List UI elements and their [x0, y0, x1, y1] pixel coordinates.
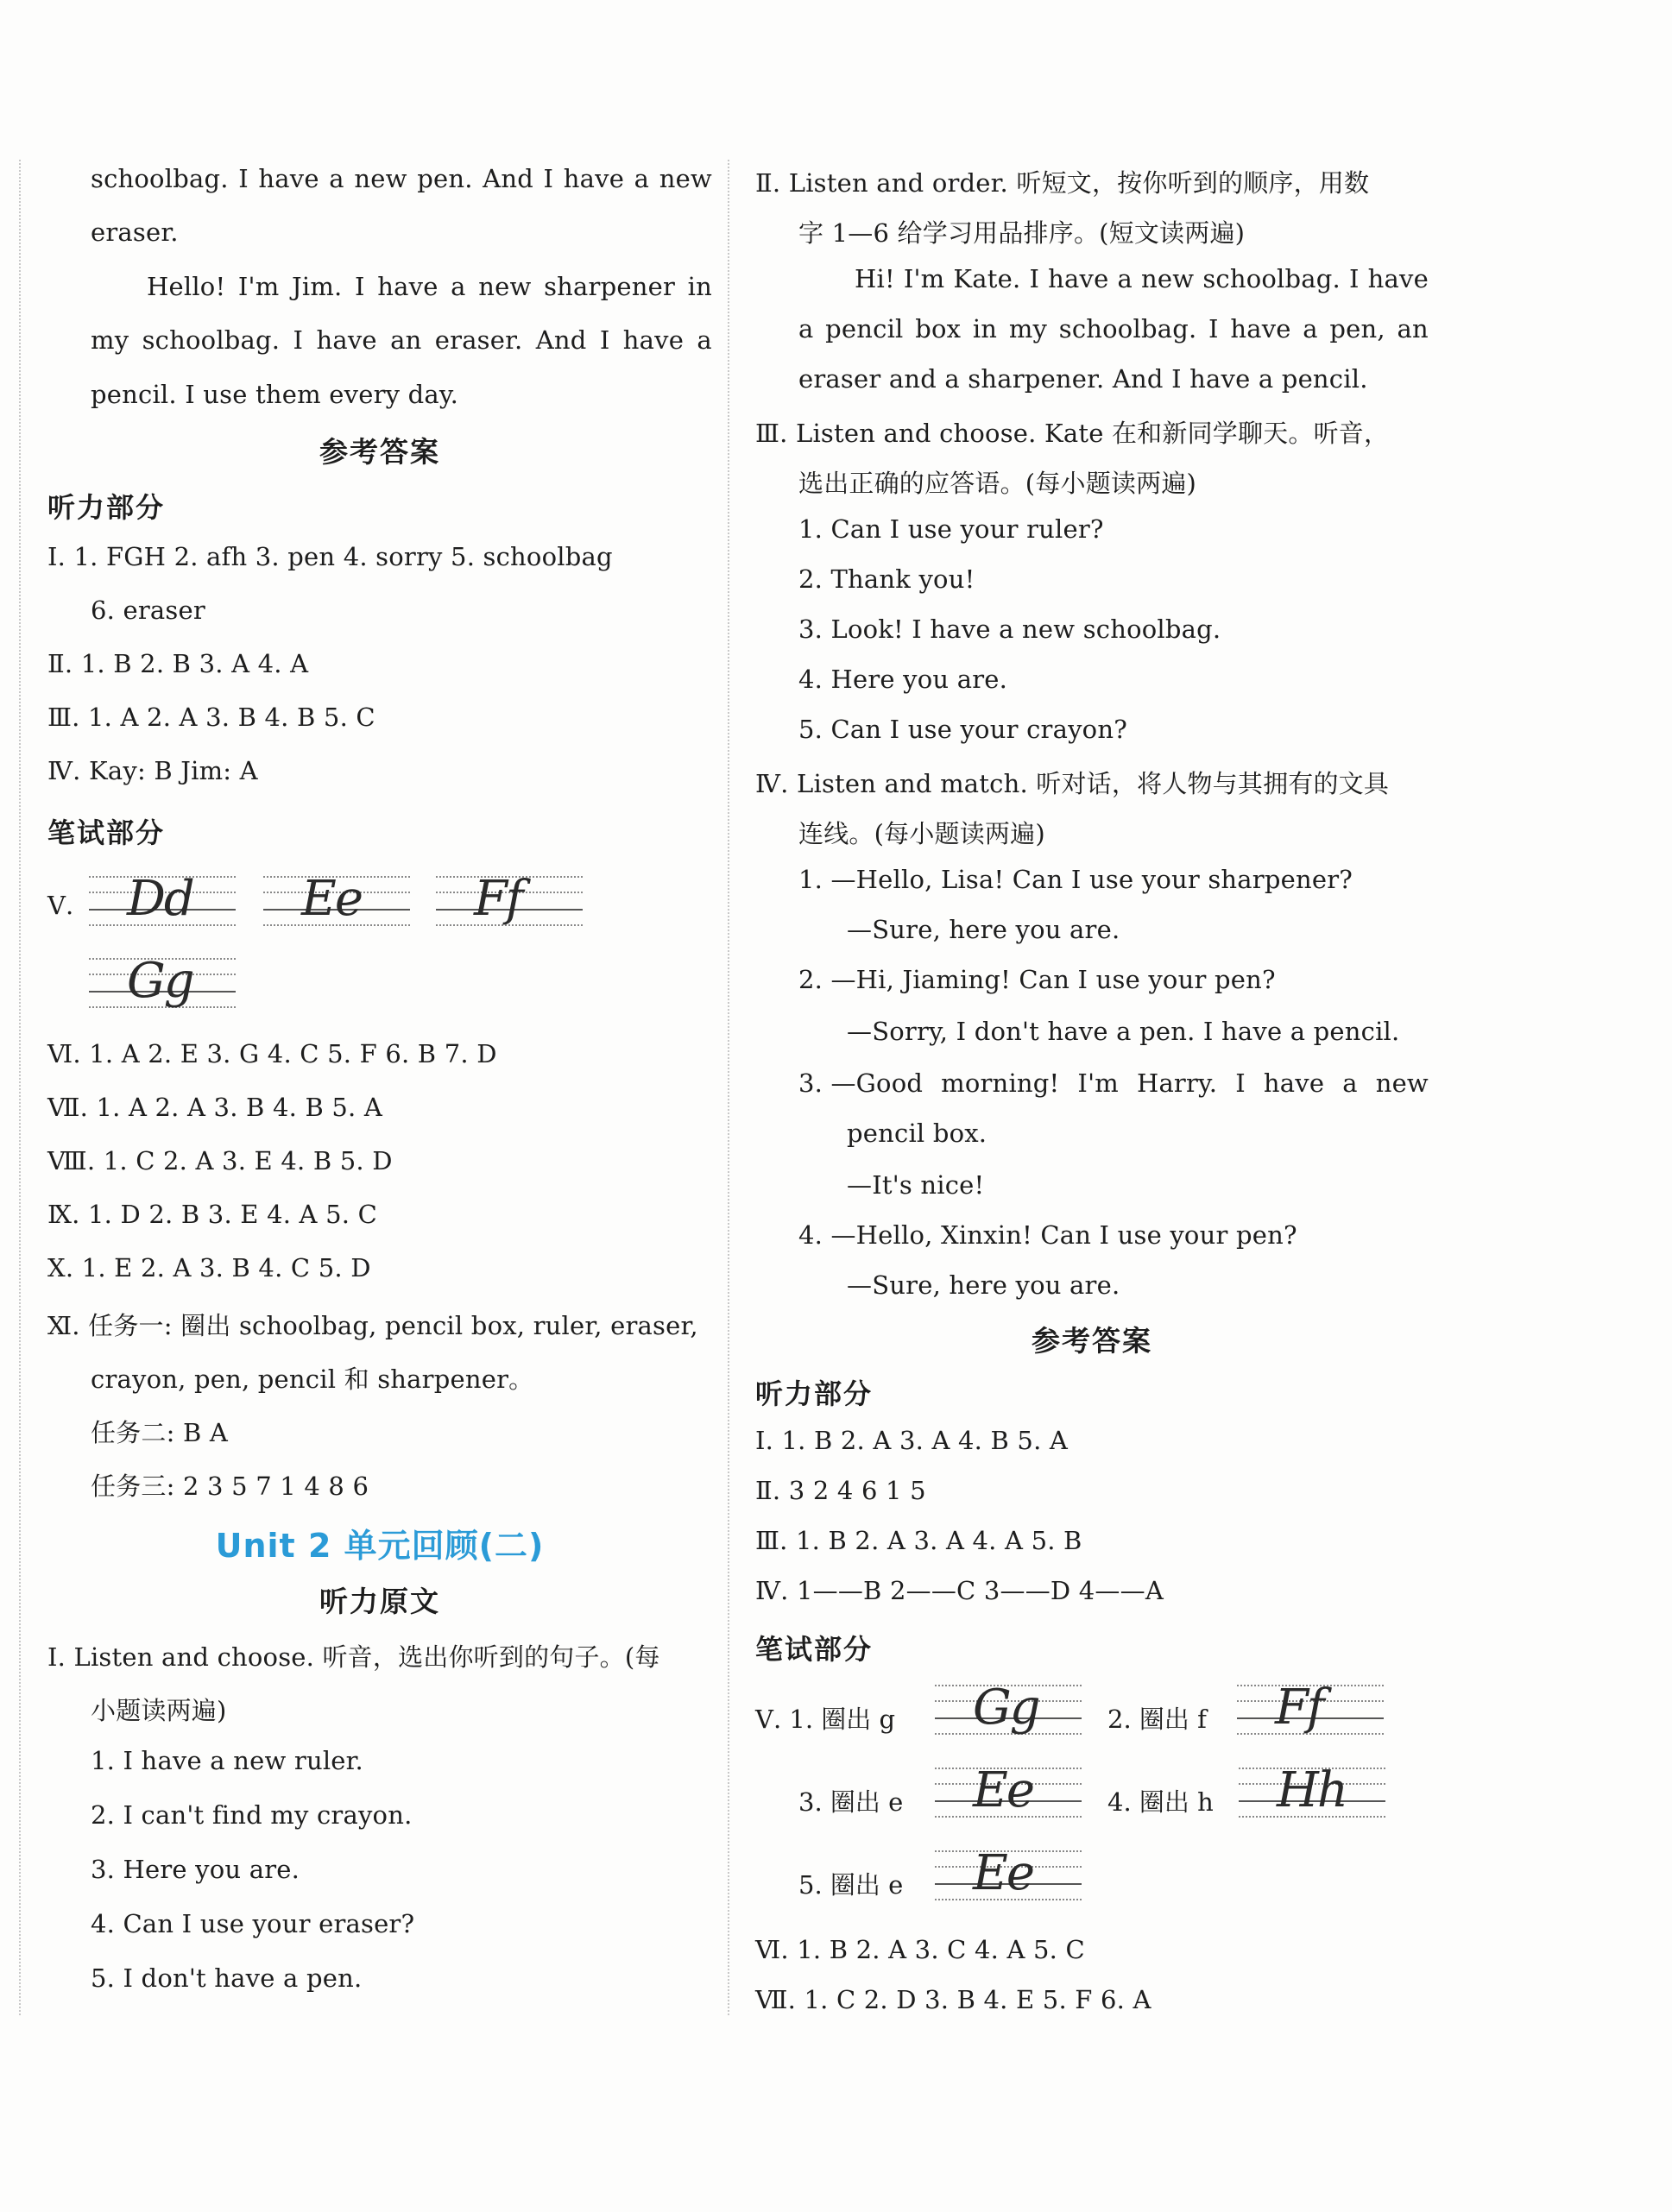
- handwriting-gg-right: Gg: [935, 1685, 1082, 1735]
- word: schoolbag.: [91, 164, 229, 193]
- q3-item-1: 1. Can I use your ruler?: [798, 514, 1104, 544]
- answer-xi-task2: 任务二: B A: [91, 1418, 229, 1447]
- q1-item-4: 4. Can I use your eraser?: [91, 1909, 415, 1938]
- v-4-label: 4. 圈出 h: [1107, 1787, 1214, 1817]
- word: I: [293, 325, 304, 355]
- v-5-label: 5. 圈出 e: [798, 1870, 904, 1900]
- q3-item-3: 3. Look! I have a new schoolbag.: [798, 614, 1221, 644]
- word: I: [1348, 264, 1360, 293]
- q4-item-4-reply: —Sure, here you are.: [847, 1270, 1120, 1300]
- word: have: [563, 164, 625, 193]
- handwriting-ee: Ee: [263, 876, 410, 926]
- r-answer-vi: Ⅵ. 1. B 2. A 3. C 4. A 5. C: [755, 1935, 1085, 1964]
- word: a: [329, 164, 344, 193]
- word: eraser.: [434, 325, 523, 355]
- answer-i: Ⅰ. 1. FGH 2. afh 3. pen 4. sorry 5. schoolbag: [47, 542, 613, 571]
- q2-passage-3: eraser and a sharpener. And I have a pencil.: [798, 364, 1368, 394]
- word: my: [1008, 314, 1048, 343]
- q4-item-2: 2. —Hi, Jiaming! Can I use your pen?: [798, 965, 1276, 994]
- word: have: [622, 325, 685, 355]
- passage-line-5: pencil. I use them every day.: [91, 380, 459, 409]
- word: 3. —Good: [798, 1068, 924, 1098]
- answer-viii: Ⅷ. 1. C 2. A 3. E 4. B 5. D: [47, 1146, 393, 1175]
- passage-line-1: [47, 164, 712, 193]
- word: I: [1029, 264, 1040, 293]
- word: have: [316, 325, 377, 355]
- q4-item-3-reply: —It's nice!: [847, 1170, 985, 1200]
- question-ii-cont: 字 1—6 给学习用品排序。(短文读两遍): [798, 218, 1246, 248]
- word: I'm: [237, 272, 280, 301]
- v-1-label: Ⅴ. 1. 圈出 g: [755, 1705, 896, 1734]
- handwriting-ee-right-2: Ee: [935, 1850, 1082, 1900]
- unit-title: Unit 2 单元回顾(二): [215, 1527, 545, 1565]
- r-answer-i: Ⅰ. 1. B 2. A 3. A 4. B 5. A: [755, 1426, 1069, 1455]
- q3-item-5: 5. Can I use your crayon?: [798, 715, 1127, 744]
- q4-item-4: 4. —Hello, Xinxin! Can I use your pen?: [798, 1220, 1297, 1250]
- r-answer-vii: Ⅶ. 1. C 2. D 3. B 4. E 5. F 6. A: [755, 1985, 1151, 2014]
- answer-vii: Ⅶ. 1. A 2. A 3. B 4. B 5. A: [47, 1093, 383, 1122]
- answer-vi: Ⅵ. 1. A 2. E 3. G 4. C 5. F 6. B 7. D: [47, 1039, 497, 1068]
- word: Kate.: [953, 264, 1021, 293]
- script-heading: 听力原文: [319, 1585, 440, 1618]
- q1-item-2: 2. I can't find my crayon.: [91, 1800, 413, 1830]
- v-2-label: 2. 圈出 f: [1107, 1705, 1207, 1734]
- q4-item-3: [755, 1068, 1429, 1098]
- answer-xi-task3: 任务三: 2 3 5 7 1 4 8 6: [91, 1472, 369, 1501]
- written-heading-right: 笔试部分: [755, 1633, 874, 1666]
- question-iv-cont: 连线。(每小题读两遍): [798, 819, 1045, 848]
- word: And: [483, 164, 533, 193]
- word: have: [1230, 314, 1291, 343]
- handwriting-ff-right: Ff: [1237, 1685, 1384, 1735]
- word: a: [1303, 314, 1318, 343]
- question-i-cont: 小题读两遍): [91, 1696, 227, 1725]
- word: have: [1367, 264, 1429, 293]
- answer-heading-right: 参考答案: [1032, 1324, 1152, 1358]
- passage-line-4: [47, 325, 712, 355]
- answer-heading-left: 参考答案: [319, 435, 440, 469]
- word: new: [1375, 1068, 1429, 1098]
- listening-heading-right: 听力部分: [755, 1377, 874, 1410]
- answer-iv: Ⅳ. Kay: B Jim: A: [47, 756, 258, 785]
- answer-x: Ⅹ. 1. E 2. A 3. B 4. C 5. D: [47, 1253, 371, 1282]
- word: have: [1263, 1068, 1325, 1098]
- word: have: [377, 272, 439, 301]
- q2-passage-1: [755, 264, 1429, 293]
- word: schoolbag.: [1202, 264, 1341, 293]
- q3-item-2: 2. Thank you!: [798, 564, 975, 594]
- word: new: [1141, 264, 1195, 293]
- q1-item-1: 1. I have a new ruler.: [91, 1746, 363, 1775]
- word: box: [915, 314, 962, 343]
- answer-ii: Ⅱ. 1. B 2. B 3. A 4. A: [47, 649, 309, 678]
- word: a: [798, 314, 814, 343]
- word: a: [1117, 264, 1133, 293]
- word: in: [972, 314, 998, 343]
- word: pen.: [417, 164, 473, 193]
- q4-item-2-reply: —Sorry, I don't have a pen. I have a pencil.: [847, 1017, 1400, 1046]
- word: new: [354, 164, 407, 193]
- q4-item-3-cont: pencil box.: [847, 1119, 987, 1148]
- word: an: [390, 325, 422, 355]
- word: And: [535, 325, 587, 355]
- question-ii: Ⅱ. Listen and order. 听短文，按你听到的顺序，用数: [755, 168, 1370, 198]
- word: new: [478, 272, 532, 301]
- word: pen,: [1329, 314, 1385, 343]
- passage-line-3: [47, 272, 712, 301]
- word: my: [91, 325, 129, 355]
- left-margin-rule: [19, 160, 21, 2015]
- word: pencil: [825, 314, 904, 343]
- question-iii-cont: 选出正确的应答语。(每小题读两遍): [798, 469, 1197, 498]
- word: Hello!: [147, 272, 226, 301]
- r-answer-iv: Ⅳ. 1——B 2——C 3——D 4——A: [755, 1576, 1164, 1605]
- answer-ix: Ⅸ. 1. D 2. B 3. E 4. A 5. C: [47, 1200, 377, 1229]
- handwriting-hh-right: Hh: [1239, 1768, 1385, 1818]
- written-heading-left: 笔试部分: [47, 816, 166, 849]
- word: I: [238, 164, 249, 193]
- word: I: [543, 164, 554, 193]
- q4-item-1: 1. —Hello, Lisa! Can I use your sharpener?: [798, 865, 1353, 894]
- word: Jim.: [292, 272, 343, 301]
- r-answer-ii: Ⅱ. 3 2 4 6 1 5: [755, 1476, 926, 1505]
- word: in: [687, 272, 712, 301]
- word: I: [355, 272, 365, 301]
- answer-i-cont: 6. eraser: [91, 596, 205, 625]
- answer-xi-cont: crayon, pen, pencil 和 sharpener。: [91, 1364, 534, 1394]
- q4-item-1-reply: —Sure, here you are.: [847, 915, 1120, 944]
- word: Harry.: [1136, 1068, 1218, 1098]
- column-divider: [728, 160, 729, 2015]
- word: an: [1397, 314, 1429, 343]
- listening-heading-left: 听力部分: [47, 491, 166, 524]
- word: sharpener: [544, 272, 676, 301]
- answer-iii: Ⅲ. 1. A 2. A 3. B 4. B 5. C: [47, 703, 375, 732]
- word: I'm: [903, 264, 945, 293]
- v-3-label: 3. 圈出 e: [798, 1787, 904, 1817]
- word: I'm: [1077, 1068, 1119, 1098]
- q1-item-3: 3. Here you are.: [91, 1855, 300, 1884]
- word: Hi!: [855, 264, 895, 293]
- question-iii: Ⅲ. Listen and choose. Kate 在和新同学聊天。听音，: [755, 419, 1390, 448]
- word: morning!: [941, 1068, 1060, 1098]
- question-iv: Ⅳ. Listen and match. 听对话，将人物与其拥有的文具: [755, 769, 1390, 798]
- word: I: [1235, 1068, 1246, 1098]
- q3-item-4: 4. Here you are.: [798, 665, 1008, 694]
- word: schoolbag.: [142, 325, 281, 355]
- word: a: [697, 325, 712, 355]
- question-i: Ⅰ. Listen and choose. 听音，选出你听到的句子。(每: [47, 1642, 660, 1672]
- q2-passage-2: [755, 314, 1429, 343]
- handwriting-ff: Ff: [436, 876, 583, 926]
- word: I: [1208, 314, 1219, 343]
- r-answer-iii: Ⅲ. 1. B 2. A 3. A 4. A 5. B: [755, 1526, 1082, 1555]
- word: a: [1342, 1068, 1358, 1098]
- passage-line-2: eraser.: [91, 217, 179, 247]
- word: a: [451, 272, 466, 301]
- handwriting-gg: Gg: [89, 958, 236, 1008]
- word: new: [659, 164, 712, 193]
- word: schoolbag.: [1058, 314, 1197, 343]
- q1-item-5: 5. I don't have a pen.: [91, 1963, 363, 1993]
- word: have: [258, 164, 319, 193]
- word: a: [634, 164, 650, 193]
- handwriting-ee-right-1: Ee: [935, 1768, 1082, 1818]
- answer-xi: Ⅺ. 任务一: 圈出 schoolbag, pencil box, ruler, eraser,: [47, 1311, 698, 1340]
- handwriting-dd: Dd: [89, 876, 236, 926]
- word: have: [1048, 264, 1109, 293]
- word: I: [599, 325, 610, 355]
- v-label: Ⅴ.: [47, 891, 74, 920]
